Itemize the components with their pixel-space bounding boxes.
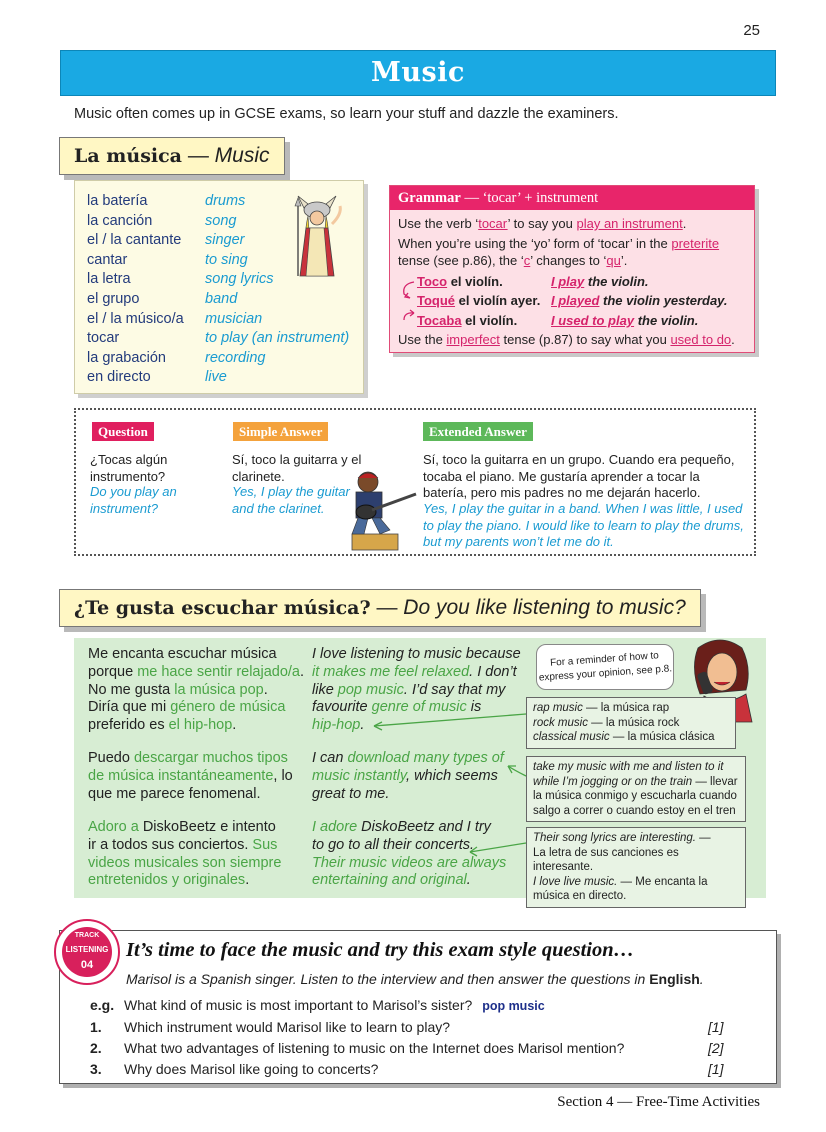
simple-answer-badge: Simple Answer [233,422,328,441]
paragraph2-spanish: Puedo descargar muchos tipos de música instantáneamente, lo que me parece fenomenal. [88,750,293,802]
grammar-line-3: tense (see p.86), the ‘c’ changes to ‘qu’. [398,253,628,268]
question-english: Do you play an instrument? [90,484,177,516]
vocab-spanish: en directo [87,369,151,386]
vocab-spanish: tocar [87,330,120,347]
question-number: 2. [90,1040,102,1056]
vocab-spanish: la grabación [87,349,166,366]
vocab-spanish: cantar [87,251,128,268]
question-text: Why does Marisol like going to concerts? [124,1061,379,1077]
extended-answer-badge: Extended Answer [423,422,533,441]
page-title: Music [60,50,776,96]
question-badge: Question [92,422,154,441]
opera-singer-illustration [290,194,352,280]
simple-answer-english: Yes, I play the guitar and the clarinet. [232,484,350,516]
vocab-english: song lyrics [205,271,274,288]
question-answer-box [74,408,756,556]
track-label: TRACK [74,932,100,939]
grammar-example-3-en: I used to play the violin. [551,313,699,328]
section-heading-te-gusta: ¿Te gusta escuchar música? — Do you like listening to music? [59,589,701,627]
page-number: 25 [743,22,760,39]
grammar-example-1: Toco el violín. [417,274,503,289]
exam-question-box [59,930,777,1084]
paragraph1-spanish: Me encanta escuchar música porque me hace sentir relajado/a. No me gusta la música pop. Diría que mi género de música preferido es el hip-hop. [88,646,305,734]
question-marks: [2] [708,1040,724,1056]
vocab-spanish: el / la cantante [87,232,182,249]
guitarist-illustration [332,468,418,552]
grammar-example-2-en: I played the violin yesterday. [551,293,728,308]
example-question: What kind of music is most important to Marisol’s sister? pop music [124,997,545,1013]
grammar-heading: Grammar — ‘tocar’ + instrument [390,186,754,210]
song-lyrics-note: Their song lyrics are interesting. — La letra de sus canciones es interesante. I love live music. — Me encanta la música en directo. [526,827,746,908]
example-answer: pop music [482,999,545,1013]
take-music-note: take my music with me and listen to it while I’m jogging or on the train — llevar la música conmigo y escucharla cuando salgo a correr o cuando estoy en el tren [526,756,746,822]
grammar-box [389,185,755,353]
vocab-spanish: el / la músico/a [87,310,184,327]
vocab-english: musician [205,310,263,327]
question-spanish: ¿Tocas algún instrumento? [90,452,168,484]
example-label: e.g. [90,997,115,1013]
question-text: Which instrument would Marisol like to learn to play? [124,1019,451,1035]
question-marks: [1] [708,1061,724,1077]
vocab-spanish: el grupo [87,291,140,307]
opinion-reminder-bubble: For a reminder of how to express your opinion, see p.8. [536,644,674,690]
grammar-line-1: Use the verb ‘tocar’ to say you play an instrument. [398,216,687,231]
heading-english: Music [214,144,270,167]
vocab-english: drums [205,193,246,209]
question-number: 1. [90,1019,102,1035]
extended-answer-english: Yes, I play the guitar in a band. When I was little, I used to play the piano. I would like to learn to play the drums, but my parents won’t let me do it. [423,501,744,549]
vocab-english: to play (an instrument) [205,330,350,347]
question-marks: [1] [708,1019,724,1035]
heading2-english: Do you like listening to music? [403,596,686,619]
paragraph2-english: I can download many types of music instantly, which seems great to me. [312,750,504,802]
simple-answer-spanish: Sí, toco la guitarra y el clarinete. [232,452,362,484]
heading-spanish: La música [74,145,182,167]
listening-label: LISTENING [65,945,109,954]
extended-answer-spanish: Sí, toco la guitarra en un grupo. Cuando era pequeño, tocaba el piano. Me gustaría aprender a tocar la batería, pero mis padres no me dejarán hacerlo. [423,452,735,500]
grammar-line-4: Use the imperfect tense (p.87) to say what you used to do. [398,332,735,347]
vocab-english: singer [205,232,245,249]
paragraph3-spanish: Adoro a DiskoBeetz e intento ir a todos sus conciertos. Sus videos musicales son siempre entretenidos y originales. [88,819,282,889]
vocab-english: recording [205,349,266,366]
vocab-english: band [205,291,238,307]
grammar-line-2: When you’re using the ‘yo’ form of ‘tocar’ in the preterite [398,236,720,251]
vocab-spanish: la letra [87,271,131,288]
exam-instructions: Marisol is a Spanish singer. Listen to the interview and then answer the questions in English. [126,971,704,987]
section-footer: Section 4 — Free-Time Activities [557,1094,760,1110]
vocab-english: live [205,369,227,386]
listening-track-badge [52,917,122,987]
vocab-english: song [205,212,237,229]
vocab-spanish: la canción [87,212,153,229]
vocab-english: to sing [205,251,248,268]
music-genres-note: rap music — la música rap rock music — la música rock classical music — la música clásica [526,697,736,749]
listening-to-music-box [74,638,766,902]
question-number: 3. [90,1061,102,1077]
exam-title: It’s time to face the music and try this exam style question… [126,939,635,961]
grammar-example-2: Toqué el violín ayer. [417,293,541,308]
change-arrows [400,280,420,324]
heading2-spanish: ¿Te gusta escuchar música? [74,597,371,619]
paragraph1-english: I love listening to music because it makes me feel relaxed. I don’t like pop music. I’d say that my favourite genre of music is hip-hop. [312,646,521,734]
paragraph3-english: I adore DiskoBeetz and I try to go to all their concerts. Their music videos are always entertaining and original. [312,819,507,889]
track-number: 04 [80,959,94,971]
section-heading-la-musica: La música — Music [59,137,285,175]
vocab-spanish: la batería [87,193,148,209]
intro-text: Music often comes up in GCSE exams, so learn your stuff and dazzle the examiners. [74,106,619,122]
question-text: What two advantages of listening to music on the Internet does Marisol mention? [124,1040,625,1056]
grammar-example-1-en: I play the violin. [551,274,649,289]
note-arrows [74,638,766,898]
grammar-example-3: Tocaba el violín. [417,313,518,328]
